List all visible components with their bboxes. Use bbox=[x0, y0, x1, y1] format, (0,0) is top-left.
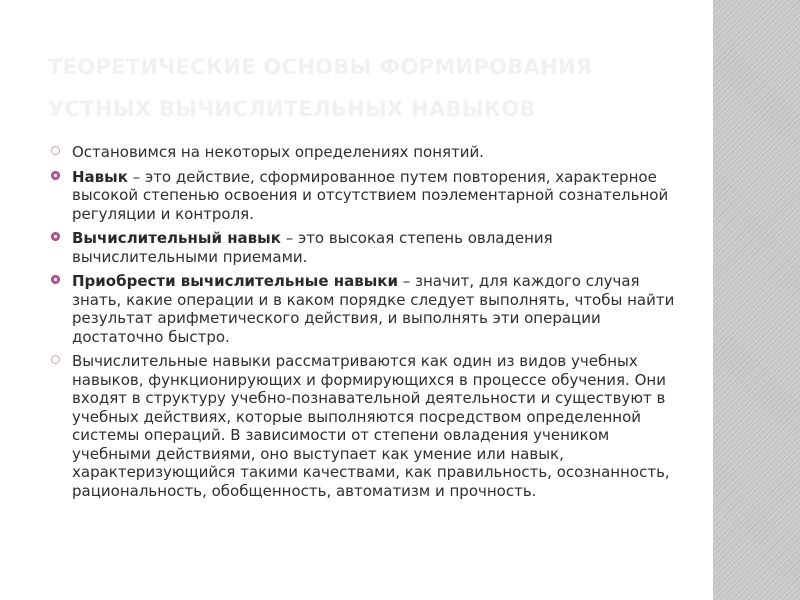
item-term: Приобрести вычислительные навыки bbox=[72, 272, 398, 290]
circle-bullet-icon bbox=[51, 355, 60, 364]
circle-bullet-icon bbox=[51, 146, 60, 155]
list-item bbox=[48, 229, 688, 266]
list-item bbox=[48, 168, 688, 224]
circle-bullet-icon bbox=[51, 275, 60, 284]
item-text: – значит, для каждого случая знать, какие операции и в каком порядке следует выполнять, чтобы найти результат арифметического действия, и выполнять эти операции достаточно быстро. bbox=[72, 272, 675, 346]
list-item bbox=[48, 143, 688, 162]
list-item bbox=[48, 272, 688, 346]
sidebar-decoration bbox=[713, 0, 800, 600]
circle-bullet-icon bbox=[51, 171, 60, 180]
slide-title bbox=[48, 46, 698, 130]
item-text: – это высокая степень овладения вычислительными приемами. bbox=[72, 229, 553, 266]
slide-title-line-1: ТЕОРЕТИЧЕСКИЕ ОСНОВЫ ФОРМИРОВАНИЯ bbox=[48, 55, 593, 79]
item-text: – это действие, сформированное путем повторения, характерное высокой степенью освоения и отсутствием поэлементарной сознательной регуляции и контроля. bbox=[72, 167, 669, 223]
list-item bbox=[48, 352, 688, 500]
bullet-list bbox=[48, 143, 688, 506]
item-text: Вычислительные навыки рассматриваются как один из видов учебных навыков, функционирующих и формирующихся в процессе обучения. Они входят в структуру учебно-познавательной деятельности и существуют в учебных действиях, которые выполняются посредством определенной системы операций. В зависимости от степени овладения учеником учебными действиями, оно выступает как умение или навык, характеризующийся такими качествами, как правильность, осознанность, рациональность, обобщенность, автоматизм и прочность. bbox=[72, 352, 670, 500]
item-text: Остановимся на некоторых определениях понятий. bbox=[72, 143, 485, 161]
item-term: Навык bbox=[72, 167, 128, 186]
item-term: Вычислительный навык bbox=[72, 229, 281, 247]
slide-title-line-2: УСТНЫХ ВЫЧИСЛИТЕЛЬНЫХ НАВЫКОВ bbox=[48, 97, 536, 121]
circle-bullet-icon bbox=[51, 232, 60, 241]
